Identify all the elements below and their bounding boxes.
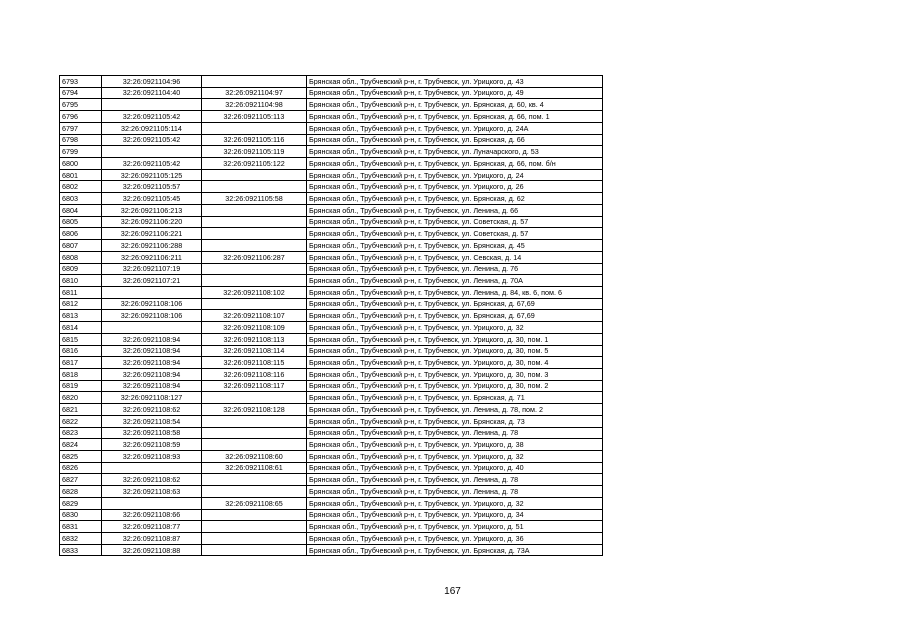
row-number-cell: 6808 xyxy=(60,251,102,263)
address-cell: Брянская обл., Трубчевский р-н, г. Трубчевск, ул. Урицкого, д. 30, пом. 3 xyxy=(307,368,603,380)
related-cadastral-number-cell xyxy=(202,122,307,134)
cadastral-number-cell: 32:26:0921105:42 xyxy=(102,158,202,170)
table-row xyxy=(60,228,603,240)
row-number-cell: 6796 xyxy=(60,111,102,123)
table-row xyxy=(60,509,603,521)
table-row xyxy=(60,286,603,298)
related-cadastral-number-cell xyxy=(202,169,307,181)
table-row xyxy=(60,134,603,146)
related-cadastral-number-cell xyxy=(202,509,307,521)
address-cell: Брянская обл., Трубчевский р-н, г. Трубчевск, ул. Брянская, д. 66, пом. б/н xyxy=(307,158,603,170)
table-row xyxy=(60,122,603,134)
table-row xyxy=(60,322,603,334)
table-row xyxy=(60,392,603,404)
cadastral-number-cell xyxy=(102,286,202,298)
cadastral-number-cell: 32:26:0921106:288 xyxy=(102,240,202,252)
address-cell: Брянская обл., Трубчевский р-н, г. Трубчевск, ул. Урицкого, д. 51 xyxy=(307,521,603,533)
address-cell: Брянская обл., Трубчевский р-н, г. Трубчевск, ул. Брянская, д. 71 xyxy=(307,392,603,404)
address-cell: Брянская обл., Трубчевский р-н, г. Трубчевск, ул. Урицкого, д. 30, пом. 1 xyxy=(307,333,603,345)
row-number-cell: 6794 xyxy=(60,87,102,99)
row-number-cell: 6795 xyxy=(60,99,102,111)
row-number-cell: 6793 xyxy=(60,76,102,88)
table-row xyxy=(60,181,603,193)
related-cadastral-number-cell xyxy=(202,486,307,498)
cadastral-number-cell: 32:26:0921107:21 xyxy=(102,275,202,287)
table-row xyxy=(60,216,603,228)
table-row xyxy=(60,251,603,263)
table-row xyxy=(60,368,603,380)
table-body xyxy=(60,76,603,556)
table-row xyxy=(60,357,603,369)
cadastral-number-cell: 32:26:0921108:58 xyxy=(102,427,202,439)
cadastral-number-cell: 32:26:0921108:59 xyxy=(102,439,202,451)
related-cadastral-number-cell xyxy=(202,76,307,88)
table-row xyxy=(60,169,603,181)
row-number-cell: 6825 xyxy=(60,451,102,463)
cadastral-number-cell: 32:26:0921108:94 xyxy=(102,368,202,380)
cadastral-number-cell: 32:26:0921106:220 xyxy=(102,216,202,228)
address-cell: Брянская обл., Трубчевский р-н, г. Трубчевск, ул. Урицкого, д. 24А xyxy=(307,122,603,134)
table-row xyxy=(60,275,603,287)
address-cell: Брянская обл., Трубчевский р-н, г. Трубчевск, ул. Урицкого, д. 32 xyxy=(307,322,603,334)
cadastral-number-cell: 32:26:0921105:42 xyxy=(102,111,202,123)
row-number-cell: 6832 xyxy=(60,533,102,545)
row-number-cell: 6813 xyxy=(60,310,102,322)
cadastral-number-cell xyxy=(102,462,202,474)
row-number-cell: 6812 xyxy=(60,298,102,310)
related-cadastral-number-cell xyxy=(202,474,307,486)
table-row xyxy=(60,521,603,533)
address-cell: Брянская обл., Трубчевский р-н, г. Трубчевск, ул. Брянская, д. 60, кв. 4 xyxy=(307,99,603,111)
row-number-cell: 6824 xyxy=(60,439,102,451)
row-number-cell: 6820 xyxy=(60,392,102,404)
cadastral-number-cell: 32:26:0921108:94 xyxy=(102,357,202,369)
cadastral-number-cell: 32:26:0921105:114 xyxy=(102,122,202,134)
related-cadastral-number-cell xyxy=(202,263,307,275)
cadastral-number-cell xyxy=(102,99,202,111)
table-row xyxy=(60,111,603,123)
address-cell: Брянская обл., Трубчевский р-н, г. Трубчевск, ул. Ленина, д. 78, пом. 2 xyxy=(307,404,603,416)
address-cell: Брянская обл., Трубчевский р-н, г. Трубчевск, ул. Брянская, д. 73 xyxy=(307,415,603,427)
address-cell: Брянская обл., Трубчевский р-н, г. Трубчевск, ул. Брянская, д. 45 xyxy=(307,240,603,252)
table-row xyxy=(60,76,603,88)
address-cell: Брянская обл., Трубчевский р-н, г. Трубчевск, ул. Ленина, д. 70А xyxy=(307,275,603,287)
cadastral-number-cell: 32:26:0921105:125 xyxy=(102,169,202,181)
table-row xyxy=(60,193,603,205)
table-row xyxy=(60,310,603,322)
row-number-cell: 6800 xyxy=(60,158,102,170)
related-cadastral-number-cell xyxy=(202,415,307,427)
cadastral-number-cell xyxy=(102,497,202,509)
related-cadastral-number-cell xyxy=(202,521,307,533)
address-cell: Брянская обл., Трубчевский р-н, г. Трубчевск, ул. Советская, д. 57 xyxy=(307,228,603,240)
row-number-cell: 6830 xyxy=(60,509,102,521)
row-number-cell: 6803 xyxy=(60,193,102,205)
address-cell: Брянская обл., Трубчевский р-н, г. Трубчевск, ул. Урицкого, д. 26 xyxy=(307,181,603,193)
row-number-cell: 6807 xyxy=(60,240,102,252)
row-number-cell: 6829 xyxy=(60,497,102,509)
related-cadastral-number-cell xyxy=(202,204,307,216)
address-cell: Брянская обл., Трубчевский р-н, г. Трубчевск, ул. Брянская, д. 66 xyxy=(307,134,603,146)
row-number-cell: 6827 xyxy=(60,474,102,486)
address-cell: Брянская обл., Трубчевский р-н, г. Трубчевск, ул. Ленина, д. 66 xyxy=(307,204,603,216)
row-number-cell: 6823 xyxy=(60,427,102,439)
table-row xyxy=(60,439,603,451)
cadastral-number-cell: 32:26:0921108:54 xyxy=(102,415,202,427)
table-row xyxy=(60,298,603,310)
related-cadastral-number-cell: 32:26:0921108:114 xyxy=(202,345,307,357)
row-number-cell: 6809 xyxy=(60,263,102,275)
cadastral-number-cell: 32:26:0921108:94 xyxy=(102,380,202,392)
row-number-cell: 6822 xyxy=(60,415,102,427)
row-number-cell: 6799 xyxy=(60,146,102,158)
cadastral-number-cell: 32:26:0921105:45 xyxy=(102,193,202,205)
cadastral-number-cell: 32:26:0921108:88 xyxy=(102,544,202,556)
address-cell: Брянская обл., Трубчевский р-н, г. Трубчевск, ул. Урицкого, д. 43 xyxy=(307,76,603,88)
address-cell: Брянская обл., Трубчевский р-н, г. Трубчевск, ул. Ленина, д. 76 xyxy=(307,263,603,275)
row-number-cell: 6810 xyxy=(60,275,102,287)
cadastral-number-cell: 32:26:0921104:96 xyxy=(102,76,202,88)
cadastral-number-cell: 32:26:0921108:77 xyxy=(102,521,202,533)
cadastral-number-cell: 32:26:0921107:19 xyxy=(102,263,202,275)
cadastral-number-cell: 32:26:0921105:42 xyxy=(102,134,202,146)
address-cell: Брянская обл., Трубчевский р-н, г. Трубчевск, ул. Урицкого, д. 36 xyxy=(307,533,603,545)
table-row xyxy=(60,427,603,439)
related-cadastral-number-cell: 32:26:0921105:58 xyxy=(202,193,307,205)
related-cadastral-number-cell: 32:26:0921105:116 xyxy=(202,134,307,146)
related-cadastral-number-cell xyxy=(202,181,307,193)
cadastral-number-cell: 32:26:0921108:93 xyxy=(102,451,202,463)
address-cell: Брянская обл., Трубчевский р-н, г. Трубчевск, ул. Урицкого, д. 49 xyxy=(307,87,603,99)
table-row xyxy=(60,240,603,252)
related-cadastral-number-cell: 32:26:0921108:102 xyxy=(202,286,307,298)
table-row xyxy=(60,415,603,427)
row-number-cell: 6805 xyxy=(60,216,102,228)
row-number-cell: 6818 xyxy=(60,368,102,380)
page-number: 167 xyxy=(444,586,461,597)
related-cadastral-number-cell xyxy=(202,216,307,228)
cadastral-number-cell: 32:26:0921108:87 xyxy=(102,533,202,545)
address-cell: Брянская обл., Трубчевский р-н, г. Трубчевск, ул. Севская, д. 14 xyxy=(307,251,603,263)
cadastral-number-cell: 32:26:0921108:63 xyxy=(102,486,202,498)
row-number-cell: 6831 xyxy=(60,521,102,533)
cadastral-number-cell: 32:26:0921108:94 xyxy=(102,333,202,345)
address-cell: Брянская обл., Трубчевский р-н, г. Трубчевск, ул. Ленина, д. 78 xyxy=(307,427,603,439)
cadastral-table xyxy=(59,75,603,556)
related-cadastral-number-cell: 32:26:0921108:115 xyxy=(202,357,307,369)
row-number-cell: 6797 xyxy=(60,122,102,134)
related-cadastral-number-cell: 32:26:0921105:113 xyxy=(202,111,307,123)
table-row xyxy=(60,263,603,275)
cadastral-number-cell: 32:26:0921106:221 xyxy=(102,228,202,240)
address-cell: Брянская обл., Трубчевский р-н, г. Трубчевск, ул. Ленина, д. 84, кв. 6, пом. 6 xyxy=(307,286,603,298)
cadastral-number-cell: 32:26:0921108:62 xyxy=(102,404,202,416)
address-cell: Брянская обл., Трубчевский р-н, г. Трубчевск, ул. Урицкого, д. 30, пом. 5 xyxy=(307,345,603,357)
related-cadastral-number-cell: 32:26:0921104:98 xyxy=(202,99,307,111)
table-row xyxy=(60,333,603,345)
cadastral-number-cell: 32:26:0921108:94 xyxy=(102,345,202,357)
related-cadastral-number-cell: 32:26:0921105:119 xyxy=(202,146,307,158)
address-cell: Брянская обл., Трубчевский р-н, г. Трубчевск, ул. Брянская, д. 62 xyxy=(307,193,603,205)
address-cell: Брянская обл., Трубчевский р-н, г. Трубчевск, ул. Урицкого, д. 32 xyxy=(307,451,603,463)
row-number-cell: 6819 xyxy=(60,380,102,392)
related-cadastral-number-cell: 32:26:0921108:128 xyxy=(202,404,307,416)
row-number-cell: 6815 xyxy=(60,333,102,345)
related-cadastral-number-cell: 32:26:0921105:122 xyxy=(202,158,307,170)
address-cell: Брянская обл., Трубчевский р-н, г. Трубчевск, ул. Урицкого, д. 24 xyxy=(307,169,603,181)
related-cadastral-number-cell: 32:26:0921108:107 xyxy=(202,310,307,322)
related-cadastral-number-cell: 32:26:0921108:65 xyxy=(202,497,307,509)
related-cadastral-number-cell xyxy=(202,439,307,451)
related-cadastral-number-cell: 32:26:0921108:109 xyxy=(202,322,307,334)
related-cadastral-number-cell xyxy=(202,298,307,310)
related-cadastral-number-cell xyxy=(202,427,307,439)
address-cell: Брянская обл., Трубчевский р-н, г. Трубчевск, ул. Луначарского, д. 53 xyxy=(307,146,603,158)
table-row xyxy=(60,87,603,99)
related-cadastral-number-cell xyxy=(202,228,307,240)
cadastral-number-cell: 32:26:0921108:106 xyxy=(102,298,202,310)
table-row xyxy=(60,451,603,463)
table-row xyxy=(60,380,603,392)
row-number-cell: 6806 xyxy=(60,228,102,240)
table-row xyxy=(60,204,603,216)
row-number-cell: 6816 xyxy=(60,345,102,357)
table-row xyxy=(60,345,603,357)
related-cadastral-number-cell xyxy=(202,533,307,545)
table-row xyxy=(60,99,603,111)
address-cell: Брянская обл., Трубчевский р-н, г. Трубчевск, ул. Урицкого, д. 32 xyxy=(307,497,603,509)
cadastral-number-cell: 32:26:0921108:127 xyxy=(102,392,202,404)
address-cell: Брянская обл., Трубчевский р-н, г. Трубчевск, ул. Урицкого, д. 40 xyxy=(307,462,603,474)
address-cell: Брянская обл., Трубчевский р-н, г. Трубчевск, ул. Брянская, д. 73А xyxy=(307,544,603,556)
cadastral-number-cell: 32:26:0921108:106 xyxy=(102,310,202,322)
table-row xyxy=(60,474,603,486)
row-number-cell: 6802 xyxy=(60,181,102,193)
related-cadastral-number-cell: 32:26:0921108:61 xyxy=(202,462,307,474)
table-row xyxy=(60,544,603,556)
row-number-cell: 6821 xyxy=(60,404,102,416)
related-cadastral-number-cell xyxy=(202,544,307,556)
address-cell: Брянская обл., Трубчевский р-н, г. Трубчевск, ул. Брянская, д. 67,69 xyxy=(307,310,603,322)
cadastral-number-cell: 32:26:0921108:66 xyxy=(102,509,202,521)
cadastral-number-cell: 32:26:0921108:62 xyxy=(102,474,202,486)
related-cadastral-number-cell xyxy=(202,392,307,404)
cadastral-number-cell xyxy=(102,146,202,158)
address-cell: Брянская обл., Трубчевский р-н, г. Трубчевск, ул. Советская, д. 57 xyxy=(307,216,603,228)
table-row xyxy=(60,158,603,170)
address-cell: Брянская обл., Трубчевский р-н, г. Трубчевск, ул. Урицкого, д. 30, пом. 4 xyxy=(307,357,603,369)
row-number-cell: 6817 xyxy=(60,357,102,369)
address-cell: Брянская обл., Трубчевский р-н, г. Трубчевск, ул. Брянская, д. 67,69 xyxy=(307,298,603,310)
table-row xyxy=(60,533,603,545)
address-cell: Брянская обл., Трубчевский р-н, г. Трубчевск, ул. Урицкого, д. 34 xyxy=(307,509,603,521)
table-row xyxy=(60,404,603,416)
row-number-cell: 6811 xyxy=(60,286,102,298)
row-number-cell: 6826 xyxy=(60,462,102,474)
related-cadastral-number-cell xyxy=(202,240,307,252)
table-row xyxy=(60,146,603,158)
cadastral-number-cell: 32:26:0921105:57 xyxy=(102,181,202,193)
related-cadastral-number-cell xyxy=(202,275,307,287)
row-number-cell: 6804 xyxy=(60,204,102,216)
cadastral-number-cell: 32:26:0921104:40 xyxy=(102,87,202,99)
table-row xyxy=(60,497,603,509)
row-number-cell: 6798 xyxy=(60,134,102,146)
related-cadastral-number-cell: 32:26:0921108:116 xyxy=(202,368,307,380)
address-cell: Брянская обл., Трубчевский р-н, г. Трубчевск, ул. Урицкого, д. 38 xyxy=(307,439,603,451)
address-cell: Брянская обл., Трубчевский р-н, г. Трубчевск, ул. Ленина, д. 78 xyxy=(307,486,603,498)
address-cell: Брянская обл., Трубчевский р-н, г. Трубчевск, ул. Урицкого, д. 30, пом. 2 xyxy=(307,380,603,392)
cadastral-number-cell: 32:26:0921106:211 xyxy=(102,251,202,263)
table-row xyxy=(60,486,603,498)
cadastral-number-cell: 32:26:0921106:213 xyxy=(102,204,202,216)
related-cadastral-number-cell: 32:26:0921104:97 xyxy=(202,87,307,99)
row-number-cell: 6833 xyxy=(60,544,102,556)
row-number-cell: 6801 xyxy=(60,169,102,181)
row-number-cell: 6814 xyxy=(60,322,102,334)
cadastral-number-cell xyxy=(102,322,202,334)
row-number-cell: 6828 xyxy=(60,486,102,498)
related-cadastral-number-cell: 32:26:0921108:113 xyxy=(202,333,307,345)
related-cadastral-number-cell: 32:26:0921108:117 xyxy=(202,380,307,392)
related-cadastral-number-cell: 32:26:0921106:287 xyxy=(202,251,307,263)
address-cell: Брянская обл., Трубчевский р-н, г. Трубчевск, ул. Брянская, д. 66, пом. 1 xyxy=(307,111,603,123)
address-cell: Брянская обл., Трубчевский р-н, г. Трубчевск, ул. Ленина, д. 78 xyxy=(307,474,603,486)
related-cadastral-number-cell: 32:26:0921108:60 xyxy=(202,451,307,463)
table-row xyxy=(60,462,603,474)
